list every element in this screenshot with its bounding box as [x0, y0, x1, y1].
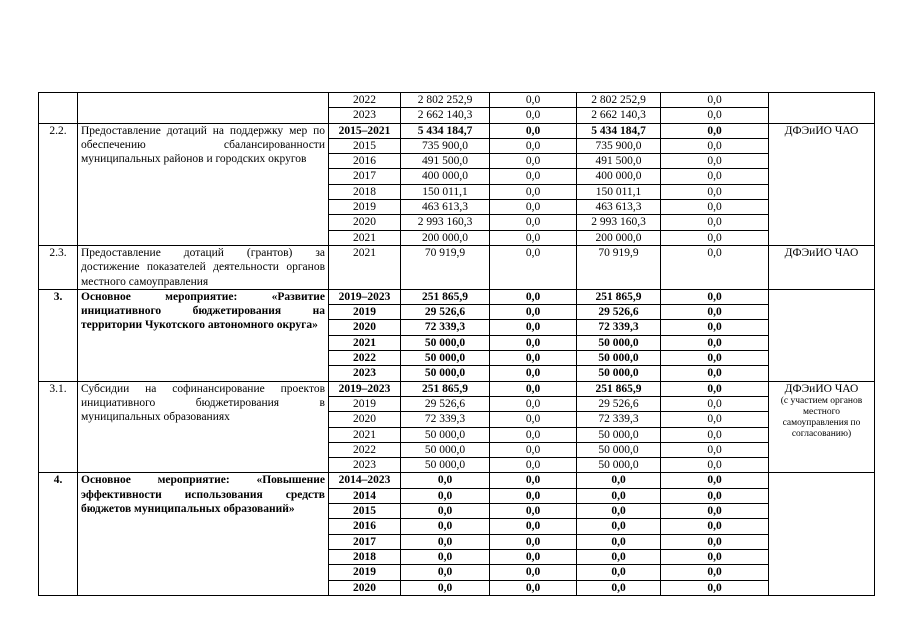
- fed-amount-cell: 0,0: [490, 305, 577, 320]
- total-amount-cell: 0,0: [401, 549, 490, 564]
- total-amount-cell: 0,0: [401, 488, 490, 503]
- mun-amount-cell: 0,0: [661, 184, 769, 199]
- reg-amount-cell: 0,0: [577, 580, 661, 595]
- total-amount-cell: 2 993 160,3: [401, 215, 490, 230]
- total-amount-cell: 400 000,0: [401, 169, 490, 184]
- table-row: [39, 473, 875, 488]
- budget-table: [38, 92, 875, 596]
- table-row: [39, 93, 875, 108]
- executor-cell: [769, 123, 875, 245]
- mun-amount-cell: 0,0: [661, 534, 769, 549]
- year-cell: 2020: [329, 215, 401, 230]
- reg-amount-cell: 0,0: [577, 534, 661, 549]
- mun-amount-cell: 0,0: [661, 366, 769, 381]
- fed-amount-cell: 0,0: [490, 200, 577, 215]
- total-amount-cell: 251 865,9: [401, 289, 490, 304]
- mun-amount-cell: 0,0: [661, 427, 769, 442]
- fed-amount-cell: 0,0: [490, 351, 577, 366]
- reg-amount-cell: 29 526,6: [577, 305, 661, 320]
- fed-amount-cell: 0,0: [490, 473, 577, 488]
- total-amount-cell: 29 526,6: [401, 396, 490, 411]
- reg-amount-cell: 735 900,0: [577, 138, 661, 153]
- fed-amount-cell: 0,0: [490, 519, 577, 534]
- total-amount-cell: 0,0: [401, 504, 490, 519]
- mun-amount-cell: 0,0: [661, 93, 769, 108]
- executor-name: ДФЭиИО ЧАО: [784, 382, 859, 395]
- year-cell: 2020: [329, 580, 401, 595]
- reg-amount-cell: 50 000,0: [577, 366, 661, 381]
- mun-amount-cell: 0,0: [661, 351, 769, 366]
- reg-amount-cell: 72 339,3: [577, 320, 661, 335]
- year-cell: 2019–2023: [329, 381, 401, 396]
- year-cell: 2022: [329, 93, 401, 108]
- table-row: [39, 381, 875, 396]
- executor-name: ДФЭиИО ЧАО: [784, 246, 859, 259]
- mun-amount-cell: 0,0: [661, 488, 769, 503]
- total-amount-cell: 2 662 140,3: [401, 108, 490, 123]
- total-amount-cell: 0,0: [401, 519, 490, 534]
- activity-name: Предоставление дотаций на поддержку мер по обеспечению сбалансированности муниципальных районов и городских округов: [78, 123, 329, 245]
- reg-amount-cell: 400 000,0: [577, 169, 661, 184]
- fed-amount-cell: 0,0: [490, 320, 577, 335]
- total-amount-cell: 50 000,0: [401, 335, 490, 350]
- fed-amount-cell: 0,0: [490, 93, 577, 108]
- year-cell: 2018: [329, 184, 401, 199]
- fed-amount-cell: 0,0: [490, 565, 577, 580]
- total-amount-cell: 200 000,0: [401, 230, 490, 245]
- total-amount-cell: 0,0: [401, 565, 490, 580]
- mun-amount-cell: 0,0: [661, 108, 769, 123]
- mun-amount-cell: 0,0: [661, 335, 769, 350]
- total-amount-cell: 50 000,0: [401, 351, 490, 366]
- total-amount-cell: 50 000,0: [401, 427, 490, 442]
- year-cell: 2021: [329, 245, 401, 289]
- mun-amount-cell: 0,0: [661, 245, 769, 289]
- year-cell: 2022: [329, 442, 401, 457]
- mun-amount-cell: 0,0: [661, 473, 769, 488]
- mun-amount-cell: 0,0: [661, 123, 769, 138]
- total-amount-cell: 0,0: [401, 473, 490, 488]
- fed-amount-cell: 0,0: [490, 289, 577, 304]
- mun-amount-cell: 0,0: [661, 549, 769, 564]
- fed-amount-cell: 0,0: [490, 230, 577, 245]
- reg-amount-cell: 50 000,0: [577, 427, 661, 442]
- reg-amount-cell: 50 000,0: [577, 442, 661, 457]
- fed-amount-cell: 0,0: [490, 534, 577, 549]
- mun-amount-cell: 0,0: [661, 230, 769, 245]
- year-cell: 2021: [329, 335, 401, 350]
- reg-amount-cell: 0,0: [577, 565, 661, 580]
- year-cell: 2015–2021: [329, 123, 401, 138]
- fed-amount-cell: 0,0: [490, 504, 577, 519]
- reg-amount-cell: 2 802 252,9: [577, 93, 661, 108]
- executor-cell: [769, 381, 875, 473]
- year-cell: 2017: [329, 534, 401, 549]
- mun-amount-cell: 0,0: [661, 396, 769, 411]
- reg-amount-cell: 463 613,3: [577, 200, 661, 215]
- executor-cell: [769, 289, 875, 381]
- total-amount-cell: 50 000,0: [401, 442, 490, 457]
- reg-amount-cell: 251 865,9: [577, 381, 661, 396]
- total-amount-cell: 0,0: [401, 534, 490, 549]
- year-cell: 2014: [329, 488, 401, 503]
- year-cell: 2019: [329, 565, 401, 580]
- fed-amount-cell: 0,0: [490, 184, 577, 199]
- fed-amount-cell: 0,0: [490, 335, 577, 350]
- mun-amount-cell: 0,0: [661, 519, 769, 534]
- year-cell: 2019: [329, 396, 401, 411]
- executor-cell: [769, 245, 875, 289]
- year-cell: 2023: [329, 366, 401, 381]
- mun-amount-cell: 0,0: [661, 169, 769, 184]
- total-amount-cell: 491 500,0: [401, 154, 490, 169]
- reg-amount-cell: 491 500,0: [577, 154, 661, 169]
- year-cell: 2022: [329, 351, 401, 366]
- total-amount-cell: 2 802 252,9: [401, 93, 490, 108]
- fed-amount-cell: 0,0: [490, 366, 577, 381]
- total-amount-cell: 251 865,9: [401, 381, 490, 396]
- year-cell: 2018: [329, 549, 401, 564]
- reg-amount-cell: 50 000,0: [577, 335, 661, 350]
- mun-amount-cell: 0,0: [661, 138, 769, 153]
- activity-name: Субсидии на софинансирование проектов инициативного бюджетирования в муниципальных образованиях: [78, 381, 329, 473]
- fed-amount-cell: 0,0: [490, 154, 577, 169]
- executor-cell: [769, 93, 875, 124]
- mun-amount-cell: 0,0: [661, 458, 769, 473]
- year-cell: 2019: [329, 305, 401, 320]
- year-cell: 2017: [329, 169, 401, 184]
- fed-amount-cell: 0,0: [490, 245, 577, 289]
- mun-amount-cell: 0,0: [661, 381, 769, 396]
- fed-amount-cell: 0,0: [490, 123, 577, 138]
- mun-amount-cell: 0,0: [661, 504, 769, 519]
- row-number: 3.: [39, 289, 78, 381]
- year-cell: 2014–2023: [329, 473, 401, 488]
- row-number: 3.1.: [39, 381, 78, 473]
- fed-amount-cell: 0,0: [490, 412, 577, 427]
- total-amount-cell: 463 613,3: [401, 200, 490, 215]
- reg-amount-cell: 50 000,0: [577, 458, 661, 473]
- fed-amount-cell: 0,0: [490, 108, 577, 123]
- total-amount-cell: 150 011,1: [401, 184, 490, 199]
- total-amount-cell: 72 339,3: [401, 320, 490, 335]
- row-number: 2.2.: [39, 123, 78, 245]
- reg-amount-cell: 29 526,6: [577, 396, 661, 411]
- fed-amount-cell: 0,0: [490, 169, 577, 184]
- year-cell: 2016: [329, 519, 401, 534]
- year-cell: 2015: [329, 138, 401, 153]
- year-cell: 2016: [329, 154, 401, 169]
- table-body: [39, 93, 875, 596]
- mun-amount-cell: 0,0: [661, 200, 769, 215]
- table-row: [39, 123, 875, 138]
- reg-amount-cell: 0,0: [577, 488, 661, 503]
- fed-amount-cell: 0,0: [490, 396, 577, 411]
- row-number: 2.3.: [39, 245, 78, 289]
- reg-amount-cell: 0,0: [577, 549, 661, 564]
- table-row: [39, 245, 875, 289]
- mun-amount-cell: 0,0: [661, 580, 769, 595]
- mun-amount-cell: 0,0: [661, 320, 769, 335]
- year-cell: 2020: [329, 412, 401, 427]
- fed-amount-cell: 0,0: [490, 427, 577, 442]
- reg-amount-cell: 72 339,3: [577, 412, 661, 427]
- reg-amount-cell: 150 011,1: [577, 184, 661, 199]
- total-amount-cell: 29 526,6: [401, 305, 490, 320]
- reg-amount-cell: 2 993 160,3: [577, 215, 661, 230]
- reg-amount-cell: 5 434 184,7: [577, 123, 661, 138]
- mun-amount-cell: 0,0: [661, 305, 769, 320]
- year-cell: 2021: [329, 230, 401, 245]
- executor-note: (с участием органов местного самоуправления по согласованию): [780, 395, 863, 439]
- executor-cell: [769, 473, 875, 595]
- fed-amount-cell: 0,0: [490, 458, 577, 473]
- fed-amount-cell: 0,0: [490, 549, 577, 564]
- year-cell: 2023: [329, 108, 401, 123]
- total-amount-cell: 0,0: [401, 580, 490, 595]
- reg-amount-cell: 0,0: [577, 504, 661, 519]
- fed-amount-cell: 0,0: [490, 580, 577, 595]
- year-cell: 2020: [329, 320, 401, 335]
- total-amount-cell: 72 339,3: [401, 412, 490, 427]
- row-number: [39, 93, 78, 124]
- total-amount-cell: 70 919,9: [401, 245, 490, 289]
- activity-name: Основное мероприятие: «Развитие инициативного бюджетирования на территории Чукотского автономного округа»: [78, 289, 329, 381]
- total-amount-cell: 50 000,0: [401, 458, 490, 473]
- mun-amount-cell: 0,0: [661, 565, 769, 580]
- reg-amount-cell: 2 662 140,3: [577, 108, 661, 123]
- fed-amount-cell: 0,0: [490, 138, 577, 153]
- row-number: 4.: [39, 473, 78, 595]
- year-cell: 2023: [329, 458, 401, 473]
- mun-amount-cell: 0,0: [661, 154, 769, 169]
- year-cell: 2021: [329, 427, 401, 442]
- total-amount-cell: 50 000,0: [401, 366, 490, 381]
- reg-amount-cell: 0,0: [577, 519, 661, 534]
- year-cell: 2019: [329, 200, 401, 215]
- reg-amount-cell: 200 000,0: [577, 230, 661, 245]
- year-cell: 2015: [329, 504, 401, 519]
- activity-name: Предоставление дотаций (грантов) за достижение показателей деятельности органов местного самоуправления: [78, 245, 329, 289]
- total-amount-cell: 735 900,0: [401, 138, 490, 153]
- reg-amount-cell: 70 919,9: [577, 245, 661, 289]
- fed-amount-cell: 0,0: [490, 488, 577, 503]
- reg-amount-cell: 0,0: [577, 473, 661, 488]
- reg-amount-cell: 251 865,9: [577, 289, 661, 304]
- activity-name: [78, 93, 329, 124]
- fed-amount-cell: 0,0: [490, 442, 577, 457]
- total-amount-cell: 5 434 184,7: [401, 123, 490, 138]
- mun-amount-cell: 0,0: [661, 289, 769, 304]
- year-cell: 2019–2023: [329, 289, 401, 304]
- executor-name: ДФЭиИО ЧАО: [784, 124, 859, 137]
- reg-amount-cell: 50 000,0: [577, 351, 661, 366]
- table-row: [39, 289, 875, 304]
- fed-amount-cell: 0,0: [490, 381, 577, 396]
- mun-amount-cell: 0,0: [661, 442, 769, 457]
- mun-amount-cell: 0,0: [661, 412, 769, 427]
- mun-amount-cell: 0,0: [661, 215, 769, 230]
- activity-name: Основное мероприятие: «Повышение эффективности использования средств бюджетов муниципальных образований»: [78, 473, 329, 595]
- fed-amount-cell: 0,0: [490, 215, 577, 230]
